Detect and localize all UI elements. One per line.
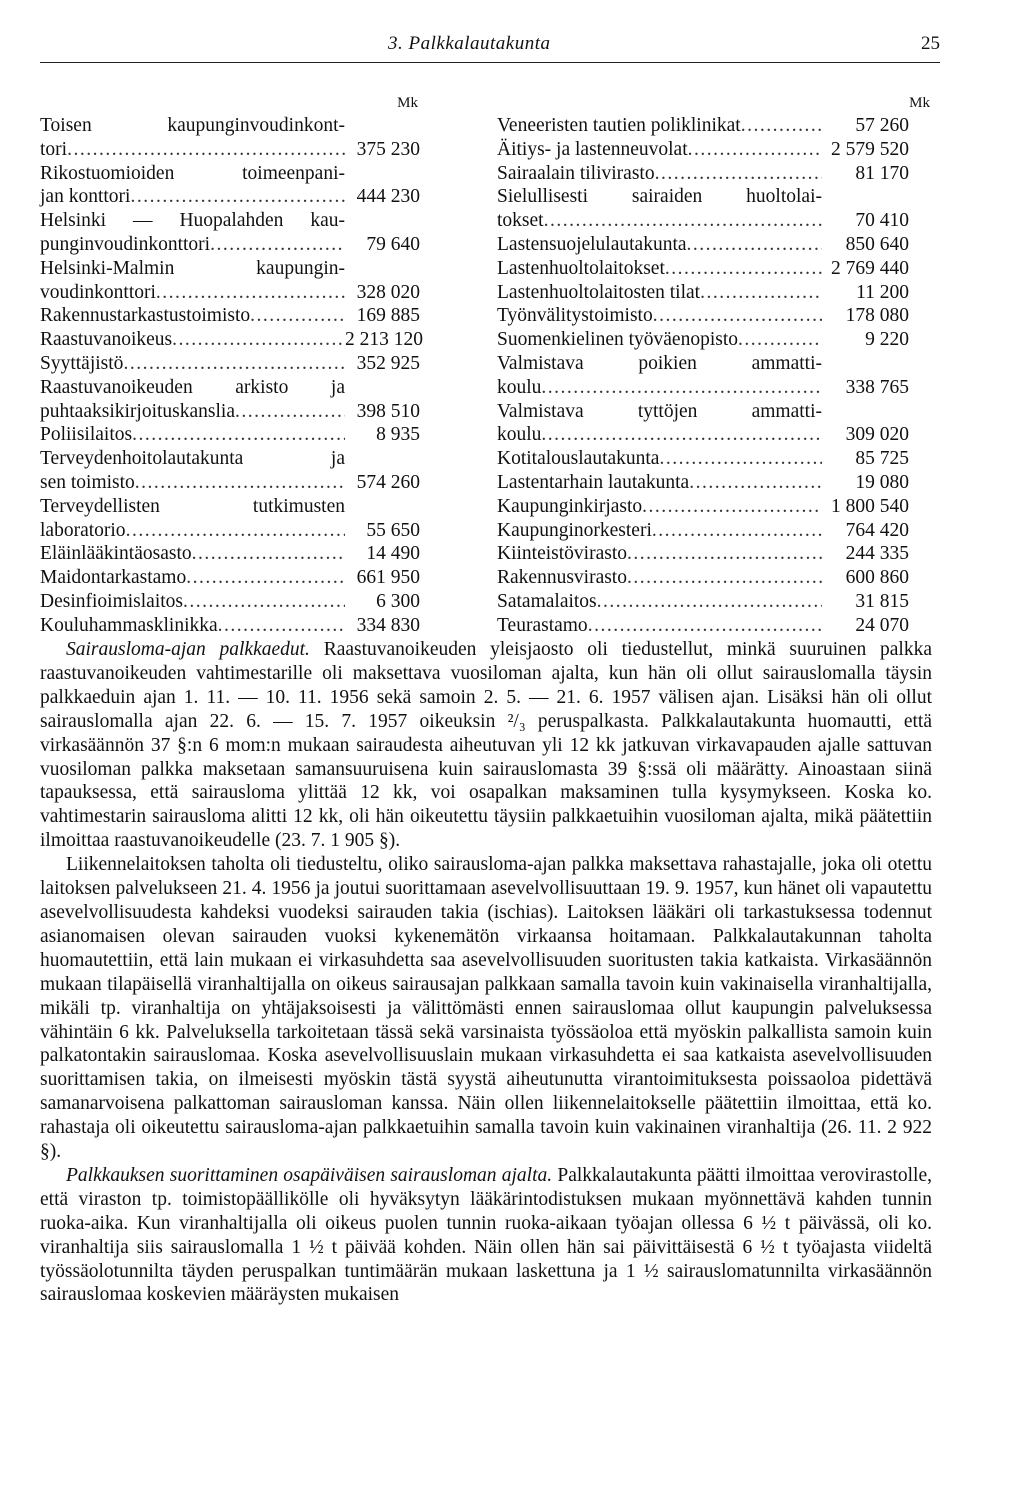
table-row [497, 233, 932, 257]
table-row [497, 614, 932, 638]
leader-dots [541, 423, 822, 447]
paragraph-text: Liikennelaitoksen taholta oli tiedusteltu, oliko sairausloma-ajan palkka maksettava rahastajalle, joka oli otettu laitoksen palvelukseen 21. 4. 1956 ja joutui suorittamaan asevelvollisuuttaan 19. 9. 1957, kun hänet oli vapautettu asevelvollisuudesta kahdeksi vuodeksi sairauden takia (ischias). Laitoksen lääkäri oli tarkastuksessa todennut asianomaisen olevan sairauden vuoksi kykenemätön virkaansa hoitamaan. Palkkalautakunnan taholta huomautettiin, että lain mukaan ei virkasuhdetta saa asevelvollisuuden suoritusten takia katkaista. Virkasäännön mukaan tilapäisellä viranhaltijalla on oikeus sairausajan palkkaan samalla tavoin kuin vakinaisella viranhaltijalla, mikäli tp. viranhaltija on yhtäjaksoisesti ja välittömästi ennen sairauslomaa ollut kaupungin palveluksessa vähintäin 6 kk. Palveluksella tarkoitetaan tässä sekä varsinaista työssäoloa että myöskin palkallista samoin kuin palkatontakin sairauslomaa. Koska asevelvollisuuslain mukaan virkasuhdetta ei saa katkaista asevelvollisuuden suorittamisen takia, on ilmeisesti myöskin tästä syystä aiheutunutta virantoimituksesta poissaoloa pidettävä samanarvoisena palkattoman sairausloman kanssa. Näin ollen liikennelaitokselle päätettiin ilmoittaa, että ko. rahastaja oli oikeutettu sairausloma-ajan palkkaetuihin samalla tavoin kuin vakinainen viranhaltija (26. 11. 2 922 §). [40, 854, 932, 1163]
row-value: 574 260 [356, 471, 420, 493]
row-label: Poliisilaitos [40, 424, 133, 446]
row-value: 57 260 [855, 115, 909, 136]
body-text [40, 638, 932, 1307]
row-label: Kaupunginkirjasto [497, 495, 643, 517]
leader-dots [156, 281, 345, 305]
row-value: 2 769 440 [831, 257, 909, 279]
table-row [497, 590, 932, 614]
row-label: Lastentarhain lautakunta [497, 471, 690, 493]
row-value: 169 885 [356, 305, 420, 327]
paragraph [40, 853, 932, 1164]
leader-dots [250, 304, 345, 328]
paragraph-text: Palkkalautakunta päätti ilmoittaa verovirastolle, että viraston tp. toimistopäällikölle oli hyväksytyn lääkärintodistuksen mukaan myönnettävä kahden tunnin ruoka-aika. Kun viranhaltijalla oli oikeus puolen tunnin ruoka-aikaan työajan ollessa 6 ½ t päivässä, oli ko. viranhaltija siis sairauslomalla 1 ½ t päivää kohden. Näin ollen hän sai päivittäisestä 6 ½ t työajasta viideltä työssäolotunnilta täyden peruspalkan tuntimäärän mukaan laskettuna ja 1 ½ sairauslomatunnilta virkasäännön sairauslomaa koskevien määräysten mukaisen [40, 1164, 932, 1306]
leader-dots [135, 471, 345, 495]
row-value: 352 925 [356, 352, 420, 374]
row-value: 178 080 [845, 305, 909, 327]
row-label: Kaupunginorkesteri [497, 519, 652, 541]
leader-dots [235, 400, 345, 424]
table-row [40, 257, 460, 305]
leader-dots [627, 542, 822, 566]
leader-dots [655, 162, 822, 186]
row-label: Lastenhuoltolaitosten tilat [497, 281, 701, 303]
table-row [40, 447, 460, 495]
table-row [40, 495, 460, 543]
leader-dots [642, 495, 822, 519]
row-label: tokset [497, 210, 544, 232]
leader-dots [738, 328, 822, 352]
leader-dots [653, 304, 822, 328]
row-value: 79 640 [366, 233, 420, 255]
table-row [40, 352, 460, 376]
row-label: Eläinlääkintäosasto [40, 543, 192, 565]
table-row [497, 281, 932, 305]
row-label: voudinkonttori [40, 281, 156, 303]
row-label: Maidontarkastamo [40, 567, 187, 589]
row-value: 328 020 [356, 281, 420, 303]
leader-dots [172, 328, 345, 352]
table-row [497, 471, 932, 495]
table-row [497, 400, 932, 448]
paragraph [40, 638, 932, 853]
row-label-line: Terveydellisten tutkimusten [40, 495, 345, 517]
row-label-line: Valmistava poikien ammatti- [497, 352, 822, 374]
row-label: Kotitalouslautakunta [497, 448, 660, 470]
row-label: laboratorio [40, 519, 126, 541]
unit-label-left: Mk [397, 95, 418, 111]
row-label: Teurastamo [497, 614, 588, 636]
leader-dots [588, 614, 822, 638]
leader-dots [123, 352, 345, 376]
row-label: Työnvälitystoimisto [497, 305, 653, 327]
leader-dots [126, 519, 345, 543]
table-row [40, 209, 460, 257]
leader-dots [210, 233, 345, 257]
row-label: Syyttäjistö [40, 352, 124, 374]
row-label: sen toimisto [40, 471, 135, 493]
row-value: 850 640 [845, 233, 909, 255]
row-label: punginvoudinkonttori [40, 233, 211, 255]
table-row [40, 542, 460, 566]
paragraph-heading: Sairausloma-ajan palkkaedut. [66, 639, 310, 660]
table-row [40, 423, 460, 447]
row-value: 31 815 [855, 590, 909, 612]
row-value: 14 490 [366, 543, 420, 565]
paragraph [40, 1164, 932, 1307]
row-label-line: Terveydenhoitolautakunta ja [40, 448, 345, 470]
table-row [497, 542, 932, 566]
header-rule [40, 62, 940, 63]
row-value: 1 800 540 [831, 495, 909, 517]
row-value: 85 725 [855, 448, 909, 470]
row-value: 55 650 [366, 519, 420, 541]
leader-dots [183, 590, 345, 614]
running-header [40, 30, 940, 60]
row-label-line: Raastuvanoikeuden arkisto ja [40, 376, 345, 398]
table-row [40, 376, 460, 424]
leader-dots [659, 447, 822, 471]
table-row [40, 304, 460, 328]
row-value: 444 230 [356, 186, 420, 208]
row-value: 81 170 [855, 162, 909, 184]
table-row [497, 185, 932, 233]
row-value: 24 070 [855, 614, 909, 636]
leader-dots [541, 376, 822, 400]
table-row [40, 114, 460, 162]
row-label: Sairaalain tilivirasto [497, 162, 655, 184]
table-row [497, 304, 932, 328]
row-value: 244 335 [845, 543, 909, 565]
row-label: Kouluhammasklinikka [40, 614, 218, 636]
row-label: Kiinteistövirasto [497, 543, 627, 565]
leader-dots [665, 257, 822, 281]
leader-dots [192, 542, 345, 566]
row-label-line: Helsinki — Huopalahden kau- [40, 210, 345, 232]
row-label: koulu [497, 376, 542, 398]
table-row [497, 447, 932, 471]
table-row [497, 162, 932, 186]
leader-dots [687, 233, 822, 257]
leader-dots [186, 566, 345, 590]
row-label: Veneeristen tautien poliklinikat [497, 115, 741, 136]
table-row [40, 566, 460, 590]
unit-label-right: Mk [909, 95, 930, 111]
row-value: 8 935 [376, 424, 420, 446]
row-value: 600 860 [845, 567, 909, 589]
row-label: Lastensuojelulautakunta [497, 233, 687, 255]
table-row [497, 257, 932, 281]
row-label: Desinfioimislaitos [40, 590, 183, 612]
row-label: tori [40, 138, 68, 160]
table-row [497, 114, 932, 138]
row-label-line: Toisen kaupunginvoudinkont- [40, 115, 345, 136]
row-label: Rakennusvirasto [497, 567, 627, 589]
row-label: Suomenkielinen työväenopisto [497, 329, 739, 351]
leader-dots [130, 185, 345, 209]
row-value: 764 420 [845, 519, 909, 541]
paragraph-heading: Palkkauksen suorittaminen osapäiväisen sairausloman ajalta. [66, 1164, 553, 1186]
document-page [40, 30, 940, 1306]
leader-dots [689, 471, 822, 495]
row-label: Rakennustarkastustoimisto [40, 305, 251, 327]
row-value: 375 230 [356, 138, 420, 160]
row-label: koulu [497, 424, 542, 446]
table-row [40, 328, 460, 352]
row-value: 398 510 [356, 400, 420, 422]
leader-dots [627, 566, 822, 590]
row-value: 338 765 [845, 376, 909, 398]
row-value: 661 950 [356, 567, 420, 589]
row-label-line: Sielullisesti sairaiden huoltolai- [497, 186, 822, 208]
row-label: Satamalaitos [497, 590, 597, 612]
leader-dots [132, 423, 345, 447]
table-row [40, 590, 460, 614]
table-row [497, 138, 932, 162]
table-row [497, 352, 932, 400]
leader-dots [544, 209, 822, 233]
table-row [40, 614, 460, 638]
section-title: 3. Palkkalautakunta [388, 33, 551, 54]
table-row [497, 566, 932, 590]
row-label: Äitiys- ja lastenneuvolat [497, 138, 688, 160]
row-label: Lastenhuoltolaitokset [497, 257, 665, 279]
row-value: 9 220 [865, 329, 909, 351]
table-row [40, 162, 460, 210]
row-value: 334 830 [356, 614, 420, 636]
leader-dots [67, 138, 345, 162]
row-value: 11 200 [856, 281, 909, 303]
leader-dots [218, 614, 345, 638]
table-left-column [40, 92, 460, 638]
row-label-line: Rikostuomioiden toimeenpani- [40, 162, 345, 184]
row-label: jan konttori [40, 186, 131, 208]
row-value: 6 300 [376, 590, 420, 612]
table-row [497, 495, 932, 519]
row-value: 309 020 [845, 424, 909, 446]
row-label: puhtaaksikirjoituskanslia [40, 400, 235, 422]
table-right-column [497, 92, 932, 638]
leader-dots [688, 138, 822, 162]
leader-dots [741, 114, 822, 138]
row-value: 2 579 520 [831, 138, 909, 160]
leader-dots [597, 590, 822, 614]
row-label: Raastuvanoikeus [40, 329, 173, 351]
row-label-line: Helsinki-Malmin kaupungin- [40, 257, 345, 279]
row-label-line: Valmistava tyttöjen ammatti- [497, 400, 822, 422]
row-value: 2 213 120 [345, 329, 423, 351]
row-value: 70 410 [855, 210, 909, 232]
table-row [497, 519, 932, 543]
row-value: 19 080 [855, 471, 909, 493]
table-row [497, 328, 932, 352]
page-number: 25 [921, 33, 940, 54]
paragraph-text: Raastuvanoikeuden yleisjaosto oli tiedustellut, minkä suuruinen palkka raastuvanoikeuden vahtimestarille oli maksettava vuosiloman ajalta, kun hän oli ollut sairauslomalla täysin palkkaeduin ajan 1. 11. — 10. 11. 1956 sekä samoin 2. 5. — 21. 6. 1957 välisen ajan. Lisäksi hän oli ollut sairauslomalla ajan 22. 6. — 15. 7. 1957 oikeuksin ²/₃ peruspalkasta. Palkkalautakunta huomautti, että virkasäännön 37 §:n 6 mom:n mukaan sairaudesta aiheutuvan yli 12 kk jatkuvan virkavapauden ajalle sattuvan vuosiloman palkka maksetaan samansuuruisena kuin sairauslomasta 39 §:ssä oli määrätty. Ainoastaan siinä tapauksessa, että sairausloma ylittää 12 kk, voi osapalkan maksaminen tulla kysymykseen. Koska ko. vahtimestarin sairausloma alitti 12 kk, oli hän oikeutettu täysiin palkkaetuihin vuosiloman ajalta, mikä päätettiin ilmoittaa raastuvanoikeudelle (23. 7. 1 905 §). [40, 639, 933, 852]
leader-dots [700, 281, 822, 305]
leader-dots [652, 519, 822, 543]
